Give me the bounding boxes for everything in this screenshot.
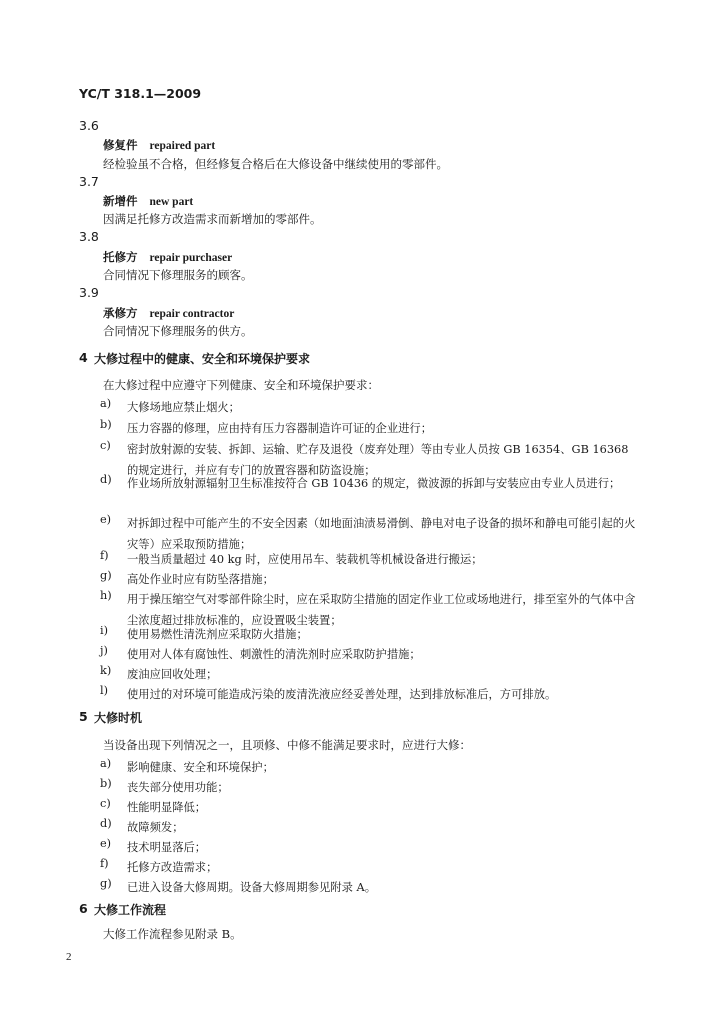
- item-label: k): [100, 664, 112, 677]
- item-text: 使用易燃性清洗剂应采取防火措施；: [127, 628, 308, 641]
- term-definition: 合同情况下修理服务的顾客。: [103, 268, 253, 282]
- term-number: 3.8: [79, 229, 99, 244]
- term-heading: [103, 193, 193, 209]
- item-text: 丧失部分使用功能；: [127, 781, 229, 794]
- item-label: a): [100, 397, 112, 410]
- item-text: 性能明显降低；: [127, 801, 207, 814]
- term-heading: [103, 249, 232, 265]
- item-text: 影响健康、安全和环境保护；: [127, 761, 274, 774]
- section-number: 6: [79, 901, 88, 916]
- item-text: 压力容器的修理，应由持有压力容器制造许可证的企业进行；: [127, 422, 433, 435]
- item-text: 高处作业时应有防坠落措施；: [127, 573, 274, 586]
- term-zh: 修复件: [103, 138, 138, 152]
- section-text: 大修工作流程参见附录 B。: [103, 927, 242, 941]
- item-text: 废油应回收处理；: [127, 668, 218, 681]
- item-label: c): [100, 439, 111, 452]
- standard-number: YC/T 318.1—2009: [79, 86, 202, 101]
- page-number: 2: [66, 951, 72, 963]
- item-label: c): [100, 797, 111, 810]
- item-label: l): [100, 684, 109, 697]
- item-label: b): [100, 777, 112, 790]
- item-label: j): [100, 644, 108, 657]
- term-heading: [103, 137, 215, 153]
- term-en: repair contractor: [149, 308, 235, 320]
- item-label: e): [100, 513, 112, 526]
- item-label: d): [100, 473, 112, 486]
- item-text: 作业场所放射源辐射卫生标准按符合 GB 10436 的规定，微波源的拆卸与安装应由专业人员进行；: [127, 477, 621, 490]
- section-title: 大修时机: [94, 711, 143, 725]
- item-label: f): [100, 549, 109, 562]
- section-intro: 在大修过程中应遵守下列健康、安全和环境保护要求：: [103, 378, 379, 392]
- term-number: 3.6: [79, 118, 99, 133]
- item-label: f): [100, 857, 109, 870]
- term-definition: 因满足托修方改造需求而新增加的零部件。: [103, 212, 322, 226]
- item-text: 大修场地应禁止烟火；: [127, 401, 240, 414]
- term-zh: 承修方: [103, 306, 138, 320]
- item-text: 使用对人体有腐蚀性、刺激性的清洗剂时应采取防护措施；: [127, 648, 421, 661]
- item-text: 故障频发；: [127, 821, 184, 834]
- term-number: 3.7: [79, 174, 99, 189]
- term-zh: 新增件: [103, 194, 138, 208]
- term-en: repair purchaser: [149, 252, 233, 264]
- item-label: h): [100, 589, 112, 602]
- item-label: e): [100, 837, 112, 850]
- item-label: g): [100, 569, 112, 582]
- item-text: 对拆卸过程中可能产生的不安全因素（如地面油渍易滑倒、静电对电子设备的损坏和静电可能引起的火灾等）应采取预防措施；: [127, 517, 636, 551]
- term-definition: 经检验虽不合格，但经修复合格后在大修设备中继续使用的零部件。: [103, 157, 448, 171]
- section-intro: 当设备出现下列情况之一，且项修、中修不能满足要求时，应进行大修：: [103, 738, 471, 752]
- term-zh: 托修方: [103, 250, 138, 264]
- item-label: g): [100, 877, 112, 890]
- section-number: 4: [79, 350, 88, 365]
- item-text: 技术明显落后；: [127, 841, 207, 854]
- item-label: b): [100, 418, 112, 431]
- section-title: 大修过程中的健康、安全和环境保护要求: [94, 352, 311, 366]
- item-text: 已进入设备大修周期。设备大修周期参见附录 A。: [127, 881, 376, 894]
- term-number: 3.9: [79, 285, 99, 300]
- item-text: 使用过的对环境可能造成污染的废清洗液应经妥善处理，达到排放标准后，方可排放。: [127, 688, 557, 701]
- term-heading: [103, 305, 234, 321]
- item-text: 一般当质量超过 40 kg 时，应使用吊车、装载机等机械设备进行搬运；: [127, 553, 483, 566]
- term-en: new part: [149, 196, 194, 208]
- term-definition: 合同情况下修理服务的供方。: [103, 324, 253, 338]
- item-label: d): [100, 817, 112, 830]
- item-text: 密封放射源的安装、拆卸、运输、贮存及退役（废弃处理）等由专业人员按 GB 16354、GB 16368 的规定进行，并应有专门的放置容器和防盗设施；: [127, 443, 629, 477]
- term-en: repaired part: [149, 140, 216, 152]
- section-number: 5: [79, 709, 88, 724]
- item-label: i): [100, 624, 109, 637]
- section-title: 大修工作流程: [94, 903, 167, 917]
- item-label: a): [100, 757, 112, 770]
- item-text: 用于操压缩空气对零部件除尘时，应在采取防尘措施的固定作业工位或场地进行，排至室外的气体中含尘浓度超过排放标准的，应设置吸尘装置；: [127, 593, 636, 627]
- item-text: 托修方改造需求；: [127, 861, 218, 874]
